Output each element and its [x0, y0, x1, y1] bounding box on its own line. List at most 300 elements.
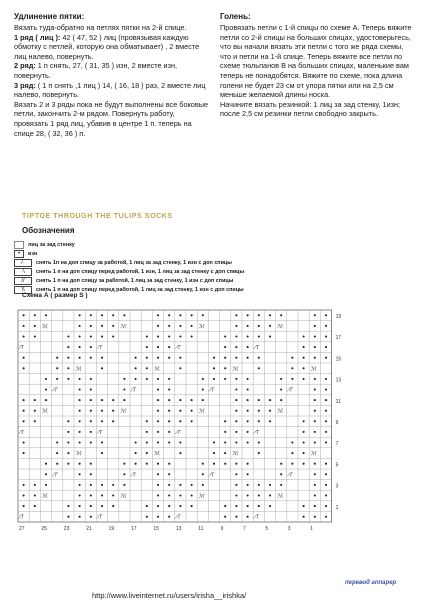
column-label: 17 [131, 526, 137, 532]
purl-dot [291, 452, 293, 454]
purl-dot [135, 441, 137, 443]
purl-dot [90, 484, 92, 486]
purl-dot [314, 431, 316, 433]
purl-dot [23, 505, 25, 507]
column-label: 11 [198, 526, 204, 532]
purl-dot [269, 484, 271, 486]
purl-dot [101, 410, 103, 412]
purl-dot [23, 494, 25, 496]
purl-dot [325, 441, 327, 443]
purl-dot [247, 314, 249, 316]
purl-dot [123, 484, 125, 486]
purl-dot [67, 378, 69, 380]
purl-dot [157, 410, 159, 412]
twist-symbol-icon: ∕T [210, 387, 215, 394]
purl-dot [45, 463, 47, 465]
heel-outro: Вязать 2 и 3 ряды пока не будут выполнены все боковые петли, закончить 2-м рядом. Повернуть работу, провязать 1 ряд лиц, убавив в центре 1 п. теперь на спице 28, ( 32, 36 ) п. [14, 99, 209, 138]
purl-dot [168, 357, 170, 359]
purl-dot [258, 441, 260, 443]
purl-dot [168, 441, 170, 443]
heel-row-3: 3 ряд: ( 1 п снять ,1 лиц ) 14, ( 16, 18 ) раз, 2 вместе лиц налево, повернуть. [14, 80, 206, 100]
purl-dot [157, 516, 159, 518]
purl-dot [101, 357, 103, 359]
purl-dot [157, 335, 159, 337]
purl-dot [303, 516, 305, 518]
purl-dot [135, 378, 137, 380]
purl-dot [23, 399, 25, 401]
twist-symbol-icon: ∕T [288, 472, 293, 479]
leg-section [220, 12, 416, 119]
purl-dot [325, 431, 327, 433]
purl-dot [247, 441, 249, 443]
twist-symbol-icon: ∕T [176, 514, 181, 521]
purl-dot [157, 314, 159, 316]
purl-dot [258, 325, 260, 327]
purl-dot [101, 494, 103, 496]
purl-dot [258, 399, 260, 401]
purl-dot [325, 388, 327, 390]
purl-dot [247, 505, 249, 507]
column-label: 23 [63, 526, 70, 532]
purl-dot [224, 431, 226, 433]
twist-symbol-icon: ℳ [310, 366, 317, 373]
purl-dot [79, 399, 81, 401]
purl-dot [179, 452, 181, 454]
purl-dot [247, 516, 249, 518]
purl-dot [101, 399, 103, 401]
purl-dot [224, 420, 226, 422]
purl-dot [303, 420, 305, 422]
purl-dot [45, 388, 47, 390]
twist-symbol-icon: ℳ [42, 323, 48, 330]
purl-dot [123, 314, 125, 316]
purl-dot [101, 420, 103, 422]
purl-dot [280, 378, 282, 380]
purl-dot [79, 335, 81, 337]
purl-dot [291, 367, 293, 369]
purl-dot [224, 452, 226, 454]
purl-dot [146, 505, 148, 507]
purl-dot [280, 388, 282, 390]
purl-dot [191, 494, 193, 496]
purl-dot [79, 388, 81, 390]
row-label: 1 [335, 504, 339, 511]
purl-dot [314, 335, 316, 337]
purl-dot [112, 410, 114, 412]
purl-dot [168, 346, 170, 348]
purl-dot [325, 325, 327, 327]
purl-dot [45, 473, 47, 475]
purl-dot [247, 357, 249, 359]
purl-dot [157, 325, 159, 327]
purl-dot [269, 420, 271, 422]
purl-dot [56, 367, 58, 369]
purl-dot [67, 420, 69, 422]
double-right-cross-icon: // [14, 277, 32, 285]
column-label: 7 [243, 526, 246, 532]
purl-dot [258, 357, 260, 359]
twist-symbol-icon: ℳ [154, 451, 160, 458]
twist-symbol-icon: ∕T [176, 345, 181, 352]
purl-dot [247, 346, 249, 348]
purl-dot [269, 494, 271, 496]
purl-dot [224, 463, 226, 465]
purl-dot [247, 325, 249, 327]
purl-dot [179, 335, 181, 337]
column-label: 9 [220, 526, 224, 532]
purl-dot [90, 473, 92, 475]
twist-symbol-icon: ℳ [277, 408, 284, 415]
purl-dot [101, 452, 103, 454]
legend [14, 240, 414, 294]
twist-symbol-icon: ∕T [176, 429, 181, 436]
purl-dot [258, 367, 260, 369]
purl-dot [202, 463, 204, 465]
purl-dot [23, 335, 25, 337]
purl-dot [224, 378, 226, 380]
twist-symbol-icon: ∕T [98, 514, 103, 521]
purl-dot [90, 463, 92, 465]
purl-dot [168, 420, 170, 422]
purl-dot [303, 441, 305, 443]
purl-dot [269, 505, 271, 507]
column-label: 1 [310, 526, 313, 532]
purl-dot [235, 441, 237, 443]
purl-dot [247, 378, 249, 380]
purl-dot [314, 357, 316, 359]
purl-dot [314, 410, 316, 412]
purl-dot [112, 335, 114, 337]
pattern-banner: TIPTOE THROUGH THE TULIPS SOCKS [22, 213, 173, 220]
purl-dot [67, 516, 69, 518]
purl-dot [303, 335, 305, 337]
purl-dot [146, 420, 148, 422]
purl-dot [90, 357, 92, 359]
purl-dot [258, 335, 260, 337]
purl-dot [157, 473, 159, 475]
purl-dot [224, 346, 226, 348]
purl-dot [112, 420, 114, 422]
column-label: 3 [287, 526, 291, 532]
purl-dot [269, 399, 271, 401]
purl-dot [79, 357, 81, 359]
purl-dot [303, 452, 305, 454]
purl-dot [168, 431, 170, 433]
purl-dot [224, 516, 226, 518]
purl-dot [303, 505, 305, 507]
purl-dot [146, 463, 148, 465]
purl-dot [258, 484, 260, 486]
twist-symbol-icon: ∕T [254, 514, 260, 521]
purl-dot [303, 431, 305, 433]
purl-dot [90, 325, 92, 327]
purl-dot [67, 452, 69, 454]
purl-dot [23, 314, 25, 316]
purl-dot [34, 494, 36, 496]
purl-dot [213, 452, 215, 454]
purl-dot [314, 420, 316, 422]
twist-symbol-icon: ∕T [288, 387, 293, 394]
purl-dot [235, 505, 237, 507]
purl-dot [247, 420, 249, 422]
chart-title: Схема А ( размер S ) [22, 292, 88, 299]
purl-dot [303, 463, 305, 465]
purl-dot [90, 494, 92, 496]
purl-dot [146, 378, 148, 380]
purl-dot [314, 463, 316, 465]
purl-dot [325, 357, 327, 359]
purl-dot [146, 441, 148, 443]
purl-dot [56, 441, 58, 443]
twist-symbol-icon: ℳ [120, 323, 127, 330]
knitting-chart-grid [14, 306, 354, 546]
row-label: 7 [335, 441, 339, 448]
purl-dot [101, 367, 103, 369]
purl-dot [67, 346, 69, 348]
twist-symbol-icon: ℳ [310, 451, 317, 458]
purl-dot [157, 441, 159, 443]
purl-dot [235, 463, 237, 465]
purl-dot [179, 494, 181, 496]
purl-dot [235, 431, 237, 433]
leg-text: Провязать петли с 1-й спицы по схеме А. Теперь вяжите петли со 2-й спицы на больших спицах, удостоверьтесь, что вы начали вязать эти петли с того же ряда схемы, что и петли на 1-й спице. Теперь вяжите все петли по схеме тюльпанов В на больших спицах, маленькие вам теперь не понадобятся. Вяжите по схеме, пока длина голени не будет 23 см от упора пятки или на 2,5 см меньше желаемой длины носка. [220, 23, 412, 100]
column-label: 21 [86, 526, 92, 532]
purl-dot [235, 484, 237, 486]
purl-dot [67, 441, 69, 443]
purl-dot [157, 505, 159, 507]
arrow-left-cross-icon: ·\ [14, 268, 32, 276]
purl-dot [34, 335, 36, 337]
purl-dot [168, 473, 170, 475]
purl-dot [67, 463, 69, 465]
purl-dot [67, 335, 69, 337]
purl-dot [168, 484, 170, 486]
purl-dot [168, 410, 170, 412]
purl-dot [325, 494, 327, 496]
twist-symbol-icon: ∕T [98, 345, 103, 352]
row-label: 9 [335, 419, 339, 426]
twist-symbol-icon: ℳ [42, 408, 48, 415]
purl-dot [258, 420, 260, 422]
purl-dot [179, 420, 181, 422]
heel-row-1: 1 ряд ( лиц ): 42 ( 47, 52 ) лиц (провязывая каждую обмотку с петлей, которую она обматывает) , 2 вместе лиц налево, повернуть. [14, 32, 200, 61]
dot-cell-icon [14, 250, 24, 258]
twist-symbol-icon: ∕T [131, 387, 136, 394]
purl-dot [179, 314, 181, 316]
purl-dot [179, 399, 181, 401]
purl-dot [179, 357, 181, 359]
purl-dot [135, 452, 137, 454]
purl-dot [325, 378, 327, 380]
twist-symbol-icon: ∕T [53, 472, 58, 479]
purl-dot [224, 335, 226, 337]
purl-dot [258, 505, 260, 507]
twist-symbol-icon: ℳ [232, 451, 239, 458]
purl-dot [303, 378, 305, 380]
purl-dot [291, 378, 293, 380]
purl-dot [79, 441, 81, 443]
purl-dot [213, 441, 215, 443]
purl-dot [90, 378, 92, 380]
purl-dot [135, 367, 137, 369]
twist-symbol-icon: ∕T [53, 387, 58, 394]
purl-dot [325, 516, 327, 518]
twist-symbol-icon: ℳ [154, 366, 160, 373]
twist-symbol-icon: ∕T [19, 514, 24, 521]
purl-dot [112, 399, 114, 401]
leg-heading: Голень: [220, 12, 251, 21]
purl-dot [101, 441, 103, 443]
purl-dot [79, 378, 81, 380]
twist-symbol-icon: ℳ [198, 408, 205, 415]
purl-dot [23, 367, 25, 369]
purl-dot [34, 399, 36, 401]
purl-dot [79, 505, 81, 507]
purl-dot [247, 399, 249, 401]
twist-symbol-icon: ∕T [98, 429, 103, 436]
purl-dot [247, 410, 249, 412]
purl-dot [314, 388, 316, 390]
purl-dot [269, 325, 271, 327]
twist-symbol-icon: ℳ [75, 366, 82, 373]
purl-dot [325, 505, 327, 507]
purl-dot [168, 505, 170, 507]
twist-symbol-icon: ℳ [75, 451, 82, 458]
row-label: 13 [335, 377, 342, 384]
purl-dot [314, 473, 316, 475]
purl-dot [157, 484, 159, 486]
legend-item: • изн [14, 249, 414, 258]
purl-dot [56, 452, 58, 454]
purl-dot [23, 410, 25, 412]
purl-dot [235, 314, 237, 316]
purl-dot [23, 484, 25, 486]
purl-dot [202, 378, 204, 380]
purl-dot [191, 420, 193, 422]
purl-dot [168, 388, 170, 390]
purl-dot [79, 410, 81, 412]
purl-dot [303, 346, 305, 348]
purl-dot [191, 325, 193, 327]
purl-dot [56, 463, 58, 465]
purl-dot [146, 516, 148, 518]
purl-dot [146, 452, 148, 454]
arrow-right-cross-icon: /· [14, 259, 32, 267]
purl-dot [325, 346, 327, 348]
twist-symbol-icon: ℳ [277, 493, 284, 500]
purl-dot [235, 357, 237, 359]
purl-dot [90, 388, 92, 390]
purl-dot [325, 420, 327, 422]
knitting-chart [14, 306, 354, 551]
purl-dot [123, 388, 125, 390]
purl-dot [34, 420, 36, 422]
twist-symbol-icon: ℳ [232, 366, 239, 373]
row-label: 17 [335, 335, 342, 342]
purl-dot [191, 335, 193, 337]
double-left-cross-icon: \\ [14, 286, 32, 294]
heel-row-2: 2 ряд: 1 п снять, 27, ( 31, 35 ) изн, 2 вместе изн, повернуть. [14, 61, 178, 80]
purl-dot [157, 494, 159, 496]
purl-dot [325, 335, 327, 337]
translation-credit: перевод anпарер [345, 580, 397, 586]
purl-dot [56, 357, 58, 359]
purl-dot [224, 367, 226, 369]
purl-dot [157, 399, 159, 401]
purl-dot [135, 357, 137, 359]
purl-dot [235, 346, 237, 348]
purl-dot [67, 357, 69, 359]
blank-cell-icon [14, 241, 24, 249]
purl-dot [157, 357, 159, 359]
purl-dot [79, 325, 81, 327]
purl-dot [235, 473, 237, 475]
purl-dot [56, 378, 58, 380]
purl-dot [45, 484, 47, 486]
purl-dot [247, 463, 249, 465]
purl-dot [67, 367, 69, 369]
purl-dot [146, 357, 148, 359]
purl-dot [146, 431, 148, 433]
purl-dot [179, 505, 181, 507]
twist-symbol-icon: ∕T [19, 429, 24, 436]
purl-dot [90, 505, 92, 507]
purl-dot [79, 314, 81, 316]
purl-dot [101, 335, 103, 337]
purl-dot [202, 388, 204, 390]
purl-dot [325, 463, 327, 465]
purl-dot [90, 441, 92, 443]
purl-dot [135, 463, 137, 465]
purl-dot [191, 399, 193, 401]
purl-dot [90, 410, 92, 412]
purl-dot [258, 410, 260, 412]
legend-item: /· снять 1п на доп спицу за работой, 1 лиц за зад стенку, 1 изн с доп спицы [14, 258, 414, 267]
purl-dot [157, 346, 159, 348]
purl-dot [280, 484, 282, 486]
leg-finish: Начините вязать резинкой: 1 лиц за зад стенку, 1изн; после 2,5 см резинки петли свободно закрыть. [220, 99, 401, 119]
purl-dot [224, 441, 226, 443]
purl-dot [168, 314, 170, 316]
purl-dot [202, 473, 204, 475]
purl-dot [157, 431, 159, 433]
purl-dot [168, 335, 170, 337]
purl-dot [168, 516, 170, 518]
purl-dot [269, 314, 271, 316]
purl-dot [157, 420, 159, 422]
purl-dot [45, 378, 47, 380]
purl-dot [79, 484, 81, 486]
purl-dot [157, 388, 159, 390]
purl-dot [235, 494, 237, 496]
purl-dot [123, 463, 125, 465]
purl-dot [79, 420, 81, 422]
legend-item: лиц за зад стенку [14, 240, 414, 249]
purl-dot [101, 314, 103, 316]
twist-symbol-icon: ℳ [120, 493, 127, 500]
purl-dot [101, 325, 103, 327]
purl-dot [90, 346, 92, 348]
purl-dot [168, 463, 170, 465]
legend-item: // снять 1 п на доп спицу за работой, 1 лиц за зад стенку, 1 изн с доп спицы [14, 276, 414, 285]
twist-symbol-icon: ∕T [131, 472, 136, 479]
purl-dot [112, 505, 114, 507]
purl-dot [247, 388, 249, 390]
purl-dot [235, 325, 237, 327]
column-label: 13 [175, 526, 182, 532]
purl-dot [45, 399, 47, 401]
purl-dot [213, 463, 215, 465]
